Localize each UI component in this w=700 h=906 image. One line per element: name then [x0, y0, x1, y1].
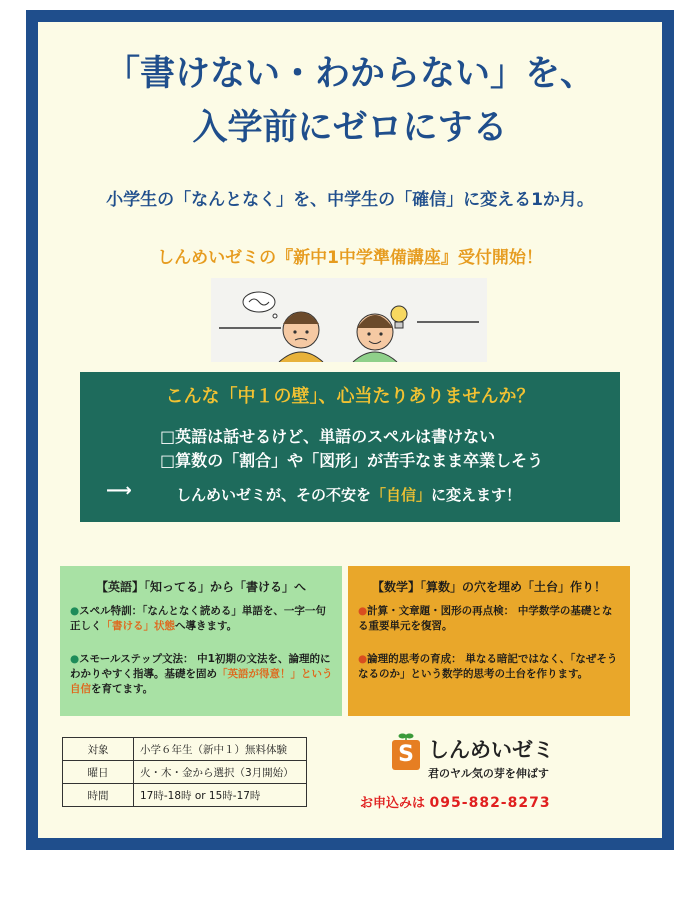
english-point-grammar-tail: を育てます。 [91, 683, 154, 695]
math-point-review [358, 604, 622, 634]
bullet-icon: ● [70, 653, 80, 665]
bullet-icon: ● [358, 605, 368, 617]
phone-number-link[interactable]: 095-882-8273 [429, 795, 551, 811]
english-point-spelling-text: スペル特訓：「なんとなく読める」単語を、一字一句正しく [70, 605, 326, 632]
bullet-icon: ● [358, 653, 368, 665]
subheadline: 小学生の「なんとなく」を、中学生の「確信」に変える1か月。 [106, 190, 594, 210]
logo-mark: S [392, 740, 420, 770]
apply-contact [360, 792, 551, 811]
conclusion-tail: に変えます！ [431, 486, 522, 504]
logo-tagline: 君のヤル気の芽を伸ばす [428, 767, 549, 780]
conclusion-highlight: 「自信」 [371, 486, 432, 504]
wall-conclusion [176, 484, 521, 505]
middle-school-wall-panel [80, 372, 620, 522]
checklist-item-math: □算数の「割合」や「図形」が苦手なまま卒業しそう [160, 451, 544, 470]
headline-line1: 「書けない・わからない」を、 [104, 54, 595, 94]
bullet-icon: ● [70, 605, 80, 617]
info-value-target: 小学６年生（新中１）無料体験 [134, 738, 307, 761]
arrow-icon: ⟶ [106, 480, 132, 501]
headline-line2: 入学前にゼロにする [192, 108, 508, 148]
wall-title: こんな「中１の壁」、心当たりありませんか？ [165, 386, 535, 407]
students-illustration [211, 278, 487, 362]
english-course-box [60, 566, 342, 716]
math-point-logic-text: 論理的思考の育成： 単なる暗記ではなく、「なぜそうなるのか」という数学的思考の土台を作ります。 [358, 653, 618, 680]
english-course-title: 【英語】「知ってる」から「書ける」へ [95, 580, 306, 594]
math-course-title: 【数学】「算数」の穴を埋め「土台」作り！ [371, 580, 606, 594]
english-point-grammar-highlight: 「英語が得意！」という自信 [70, 668, 333, 695]
course-info-table [62, 737, 307, 807]
english-point-spelling-tail: へ導きます。 [175, 620, 238, 632]
english-point-grammar-text: スモールステップ文法： 中1初期の文法を、論理的にわかりやすく指導。基礎を固め [70, 653, 331, 680]
math-point-review-text: 計算・文章題・図形の再点検： 中学数学の基礎となる重要単元を復習。 [358, 605, 613, 632]
english-point-spelling [70, 604, 334, 634]
table-row [63, 784, 307, 807]
math-course-box [348, 566, 630, 716]
conclusion-text: しんめいゼミが、その不安を [176, 486, 372, 504]
math-point-logic [358, 652, 622, 682]
info-key-target: 対象 [63, 738, 134, 761]
table-row [63, 738, 307, 761]
info-value-time: 17時-18時 or 15時-17時 [134, 784, 307, 807]
english-point-spelling-highlight: 「書ける」状態 [101, 620, 175, 632]
info-key-time: 時間 [63, 784, 134, 807]
logo-name: しんめいゼミ [428, 738, 554, 762]
checklist-item-english: □英語は話せるけど、単語のスペルは書けない [160, 427, 496, 446]
announcement: しんめいゼミの『新中1中学準備講座』受付開始！ [157, 248, 543, 268]
english-point-grammar [70, 652, 334, 697]
info-value-days: 火・木・金から選択（3月開始） [134, 761, 307, 784]
apply-label: お申込みは [360, 796, 426, 811]
table-row [63, 761, 307, 784]
info-key-days: 曜日 [63, 761, 134, 784]
